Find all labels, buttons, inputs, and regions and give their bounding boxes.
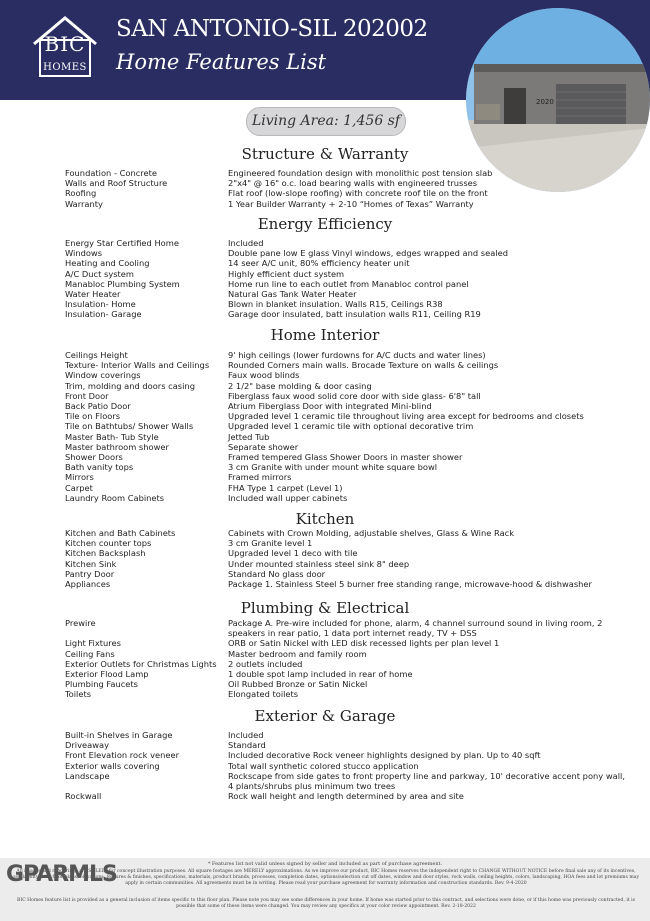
feature-label: Trim, molding and doors casing (65, 380, 195, 391)
feature-value: Blown in blanket insulation. Walls R15, Ceilings R38 (228, 299, 443, 310)
feature-value: Included wall upper cabinets (228, 492, 348, 503)
feature-value: Standard (228, 740, 266, 751)
house-number: 2020 (536, 98, 554, 106)
feature-value: Total wall synthetic colored stucco application (228, 760, 419, 771)
feature-value: Framed mirrors (228, 472, 292, 483)
footer-note-2: All images and renderings are SOLELY for concept illustration purposes. All square footages are MERELY approximations. As we improve our product, BIC Homes reserves the independent right to CHANGE WITHOUT NOTICE before final sale any of its incentives, availability lists, floor plans, elevations, features & finishes, specifications, materials, product brands, processes, completion dates, options/selection cut off dates, window and door styles, rock walls, ceiling heights, colors, landscaping, HOA fees and lot premiums may apply in certain communities. All agreements must be in writing. Please read your purchase agreement for warranty information and construction standards. Rev. 9-4-2020 (12, 869, 640, 886)
feature-label: Windows (65, 248, 103, 259)
feature-label: Master bathroom shower (65, 441, 169, 452)
section-title: Structure & Warranty (241, 145, 409, 163)
feature-label: Light Fixtures (65, 638, 121, 649)
feature-value: Included (228, 238, 264, 248)
section-title: Energy Efficiency (257, 215, 393, 233)
feature-label: Manabloc Plumbing System (65, 278, 180, 289)
feature-value: 1 double spot lamp included in rear of home (228, 669, 413, 679)
mls-watermark: GPARMLS (6, 862, 117, 887)
section-title: Plumbing & Electrical (240, 599, 410, 617)
feature-value: Package A. Pre-wire included for phone, alarm, 4 channel surround sound in living room, 2 speakers in rear patio, 1 data port internet ready, TV + DSS (228, 618, 603, 639)
feature-value: Garage door insulated, batt insulation walls R11, Ceiling R19 (228, 309, 481, 320)
section-title: Exterior & Garage (254, 707, 396, 725)
feature-value: Upgraded level 1 ceramic tile with optional decorative trim (228, 421, 474, 432)
feature-label: Mirrors (65, 472, 94, 483)
feature-value: Separate shower (228, 441, 299, 452)
feature-value: Oil Rubbed Bronze or Satin Nickel (228, 679, 368, 690)
footer-note-3: BIC Homes feature list is provided as a general inclusion of items specific to this floor plan. Please note you may see some differences in your home. If home was started prior to this contract, and selections were done, or if this home was previously contracted, it is possible that some of these items were changed. You may review any specifics at your color review appointment. Rev. 2-18-2022 (17, 898, 635, 909)
feature-label: Exterior walls covering (65, 760, 160, 771)
feature-label: Energy Star Certified Home (65, 238, 179, 248)
feature-label: Appliances (65, 579, 111, 589)
logo-text-bic: BIC (44, 32, 86, 56)
feature-label: Prewire (65, 618, 96, 628)
feature-value: Included (228, 730, 264, 740)
feature-value: Engineered foundation design with monolithic post tension slab (228, 168, 493, 178)
feature-value: Atrium Fiberglass Door with integrated Mini-blind (228, 401, 432, 411)
feature-label: Walls and Roof Structure (65, 178, 168, 189)
feature-value: Cabinets with Crown Molding, adjustable shelves, Glass & Wine Rack (228, 528, 515, 538)
feature-label: Exterior Flood Lamp (65, 669, 149, 679)
feature-label: Pantry Door (65, 568, 115, 579)
feature-value: 1 Year Builder Warranty + 2-10 “Homes of Texas” Warranty (228, 198, 474, 209)
feature-label: Heating and Cooling (65, 258, 150, 269)
logo-text-homes: HOMES (43, 62, 87, 73)
page-title: SAN ANTONIO-SIL 202002 (116, 16, 428, 42)
feature-label: Warranty (65, 198, 103, 209)
feature-value: Double pane low E glass Vinyl windows, edges wrapped and sealed (228, 248, 508, 259)
house-photo (466, 8, 650, 192)
feature-label: Bath vanity tops (65, 462, 134, 473)
feature-value: ORB or Satin Nickel with LED disk recessed lights per plan level 1 (228, 638, 500, 649)
feature-value: Upgraded level 1 ceramic tile throughout living area except for bedrooms and closets (228, 411, 584, 422)
feature-label: Back Patio Door (65, 401, 131, 411)
feature-label: Exterior Outlets for Christmas Lights (65, 658, 217, 669)
feature-value: 2 outlets included (228, 658, 303, 669)
living-area-badge: Living Area: 1,456 sf (246, 107, 406, 136)
feature-label: Master Bath- Tub Style (65, 431, 159, 442)
feature-value: Elongated toilets (228, 689, 299, 700)
feature-label: Ceiling Fans (65, 648, 115, 659)
feature-label: Texture- Interior Walls and Ceilings (65, 360, 210, 371)
feature-value: Home run line to each outlet from Manabloc control panel (228, 278, 469, 289)
feature-value: 3 cm Granite level 1 (228, 538, 313, 549)
feature-label: Tile on Floors (65, 411, 121, 422)
feature-label: Insulation- Home (65, 299, 136, 310)
feature-value: Under mounted stainless steel sink 8" deep (228, 558, 410, 569)
feature-label: Kitchen and Bath Cabinets (65, 528, 176, 538)
section-title: Kitchen (295, 510, 355, 528)
feature-label: Built-in Shelves in Garage (65, 730, 173, 740)
feature-value: Highly efficient duct system (228, 268, 345, 279)
feature-label: Driveaway (65, 740, 109, 751)
feature-value: Jetted Tub (228, 431, 270, 442)
feature-value: Rockscape from side gates to front property line and parkway, 10' decorative accent pony wall, 4 plants/shrubs plus minimum two trees (228, 770, 625, 791)
section-title: Home Interior (270, 326, 380, 344)
feature-value: 2"x4" @ 16" o.c. load bearing walls with engineered trusses (228, 178, 478, 189)
feature-label: Foundation - Concrete (65, 168, 157, 178)
feature-label: Ceilings Height (65, 350, 128, 360)
feature-value: Included decorative Rock veneer highlights designed by plan. Up to 40 sqft (228, 750, 541, 761)
feature-label: Window coverings (65, 370, 141, 381)
feature-label: Front Door (65, 390, 109, 401)
feature-label: Tile on Bathtubs/ Shower Walls (65, 421, 194, 432)
feature-label: Rockwall (65, 791, 102, 802)
feature-label: Kitchen Sink (65, 558, 117, 569)
feature-label: Toilets (65, 689, 92, 700)
feature-value: FHA Type 1 carpet (Level 1) (228, 482, 343, 493)
feature-label: Carpet (65, 482, 93, 493)
feature-label: Shower Doors (65, 452, 123, 462)
feature-label: A/C Duct system (65, 268, 134, 279)
feature-value: Upgraded level 1 deco with tile (228, 548, 358, 559)
feature-label: Kitchen counter tops (65, 538, 152, 549)
feature-value: 9' high ceilings (lower furdowns for A/C ducts and water lines) (228, 350, 486, 360)
footer-note-1: * Features list not valid unless signed by seller and included as part of purchase agreement. (207, 861, 443, 867)
feature-value: 3 cm Granite with under mount white square bowl (228, 462, 438, 473)
feature-label: Front Elevation rock veneer (65, 750, 180, 761)
feature-value: Standard No glass door (228, 568, 326, 579)
feature-value: Master bedroom and family room (228, 648, 367, 659)
feature-label: Plumbing Faucets (65, 679, 138, 690)
feature-value: Framed tempered Glass Shower Doors in master shower (228, 452, 463, 462)
feature-value: 14 seer A/C unit, 80% efficiency heater unit (228, 258, 410, 269)
feature-label: Insulation- Garage (65, 309, 142, 320)
feature-label: Laundry Room Cabinets (65, 492, 165, 503)
feature-value: Package 1. Stainless Steel 5 burner free standing range, microwave-hood & dishwasher (228, 579, 592, 589)
feature-label: Water Heater (65, 289, 121, 299)
feature-value: 2 1/2" base molding & door casing (228, 380, 372, 391)
feature-value: Fiberglass faux wood solid core door with side glass- 6'8" tall (228, 390, 481, 401)
feature-value: Faux wood blinds (228, 370, 300, 381)
feature-label: Kitchen Backsplash (65, 548, 146, 559)
feature-value: Rock wall height and length determined by area and site (228, 791, 464, 802)
feature-value: Natural Gas Tank Water Heater (228, 289, 357, 299)
page-subtitle: Home Features List (116, 50, 327, 74)
feature-label: Roofing (65, 188, 97, 199)
feature-value: Flat roof (low-slope roofing) with concrete roof tile on the front (228, 188, 488, 199)
feature-label: Landscape (65, 770, 110, 781)
feature-value: Rounded Corners main walls. Brocade Texture on walls & ceilings (228, 360, 499, 371)
